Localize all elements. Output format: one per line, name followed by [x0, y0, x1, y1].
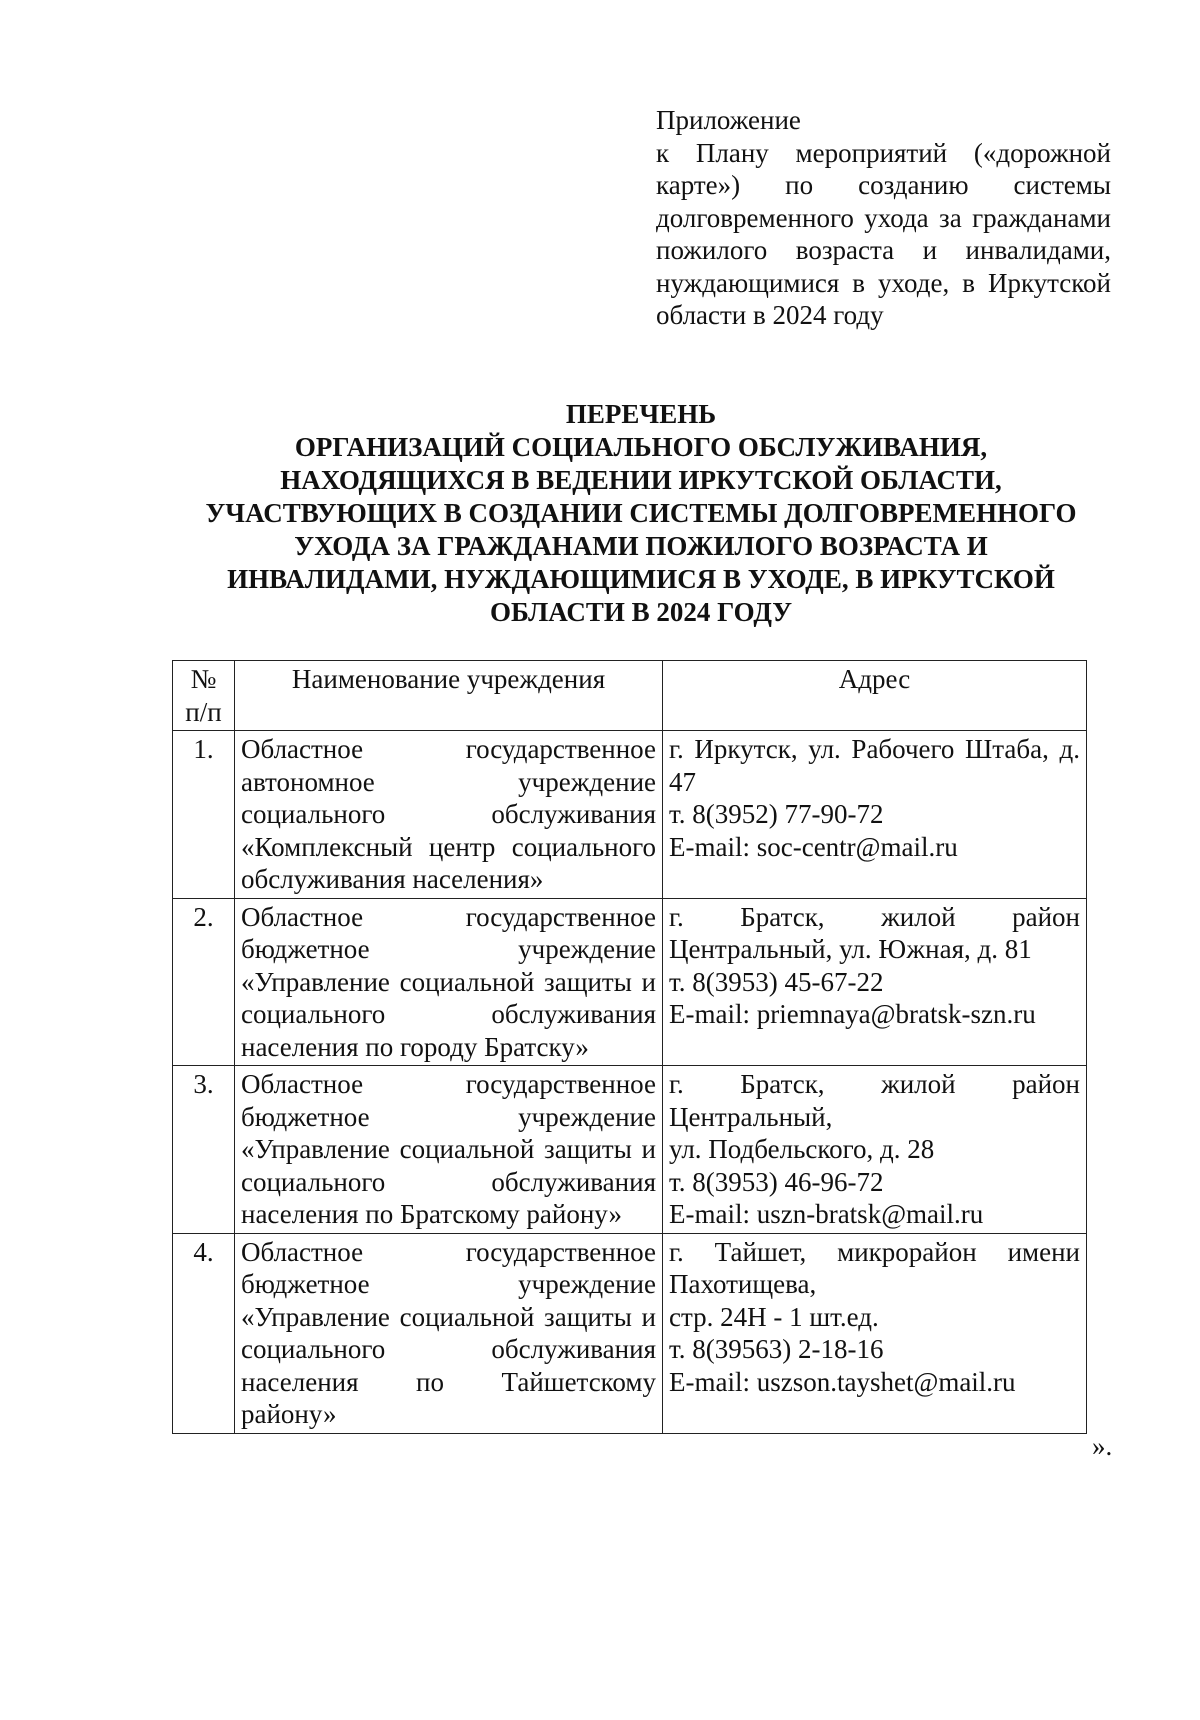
heading-line: ОБЛАСТИ В 2024 ГОДУ [489, 597, 793, 627]
institution-name: Областное государственное бюджетное учреждение «Управление социальной защиты и социального обслуживания населения по Братскому району» [235, 1066, 663, 1234]
institution-address: г. Иркутск, ул. Рабочего Штаба, д. 47 [669, 734, 1080, 797]
organizations-table [172, 660, 1087, 1434]
institution-email: E-mail: soc-centr@mail.ru [669, 831, 958, 862]
heading-line: УХОДА ЗА ГРАЖДАНАМИ ПОЖИЛОГО ВОЗРАСТА И [294, 531, 988, 561]
table-row [173, 1233, 1087, 1433]
header-address: Адрес [663, 661, 1087, 731]
institution-email: E-mail: priemnaya@bratsk-szn.ru [669, 999, 1036, 1029]
institution-email: E-mail: uszn-bratsk@mail.ru [669, 1199, 984, 1229]
table-row [173, 898, 1087, 1066]
institution-phone: т. 8(3953) 46-96-72 [669, 1166, 884, 1197]
heading-line: ОРГАНИЗАЦИЙ СОЦИАЛЬНОГО ОБСЛУЖИВАНИЯ, [294, 432, 988, 462]
institution-name: Областное государственное бюджетное учреждение «Управление социальной защиты и социального обслуживания населения по городу Братску» [235, 898, 663, 1066]
institution-address-street: ул. Подбельского, д. 28 [669, 1134, 935, 1164]
institution-name: Областное государственное бюджетное учреждение «Управление социальной защиты и социального обслуживания населения по Тайшетскому району» [235, 1233, 663, 1433]
institution-address: г. Братск, жилой район Центральный, ул. Южная, д. 81 [669, 901, 1080, 964]
institution-phone: т. 8(3953) 45-67-22 [669, 966, 884, 997]
appendix-block [656, 104, 1111, 332]
header-number: № п/п [173, 661, 235, 731]
appendix-title: Приложение [656, 105, 801, 135]
institution-phone: т. 8(3952) 77-90-72 [669, 799, 884, 829]
institution-address-building: стр. 24Н - 1 шт.ед. [669, 1301, 879, 1332]
heading-line: УЧАСТВУЮЩИХ В СОЗДАНИИ СИСТЕМЫ ДОЛГОВРЕМЕННОГО [205, 498, 1077, 528]
document-heading [150, 398, 1132, 629]
row-number: 1. [173, 731, 235, 899]
institution-address-cell [663, 1233, 1087, 1433]
institution-address-cell [663, 1066, 1087, 1234]
row-number: 2. [173, 898, 235, 1066]
heading-line: ПЕРЕЧЕНЬ [565, 399, 717, 429]
appendix-body: к Плану мероприятий («дорожной карте») по созданию системы долговременного ухода за гражданами пожилого возраста и инвалидами, нуждающимися в уходе, в Иркутской области в 2024 году [656, 137, 1111, 330]
institution-address-cell [663, 731, 1087, 899]
header-institution-name: Наименование учреждения [235, 661, 663, 731]
institution-address: г. Тайшет, микрорайон имени Пахотищева, [669, 1236, 1080, 1299]
row-number: 3. [173, 1066, 235, 1234]
institution-email: E-mail: uszson.tayshet@mail.ru [669, 1366, 1016, 1397]
institution-name: Областное государственное автономное учреждение социального обслуживания «Комплексный центр социального обслуживания населения» [235, 731, 663, 899]
row-number: 4. [173, 1233, 235, 1433]
table-row [173, 731, 1087, 899]
table-row [173, 1066, 1087, 1234]
table-header-row [173, 661, 1087, 731]
institution-phone: т. 8(39563) 2-18-16 [669, 1334, 884, 1364]
institution-address-cell [663, 898, 1087, 1066]
heading-line: ИНВАЛИДАМИ, НУЖДАЮЩИМИСЯ В УХОДЕ, В ИРКУТСКОЙ [227, 564, 1055, 594]
heading-line: НАХОДЯЩИХСЯ В ВЕДЕНИИ ИРКУТСКОЙ ОБЛАСТИ, [280, 465, 1002, 495]
institution-address: г. Братск, жилой район Центральный, [669, 1069, 1080, 1132]
closing-quote: ». [1092, 1431, 1113, 1461]
